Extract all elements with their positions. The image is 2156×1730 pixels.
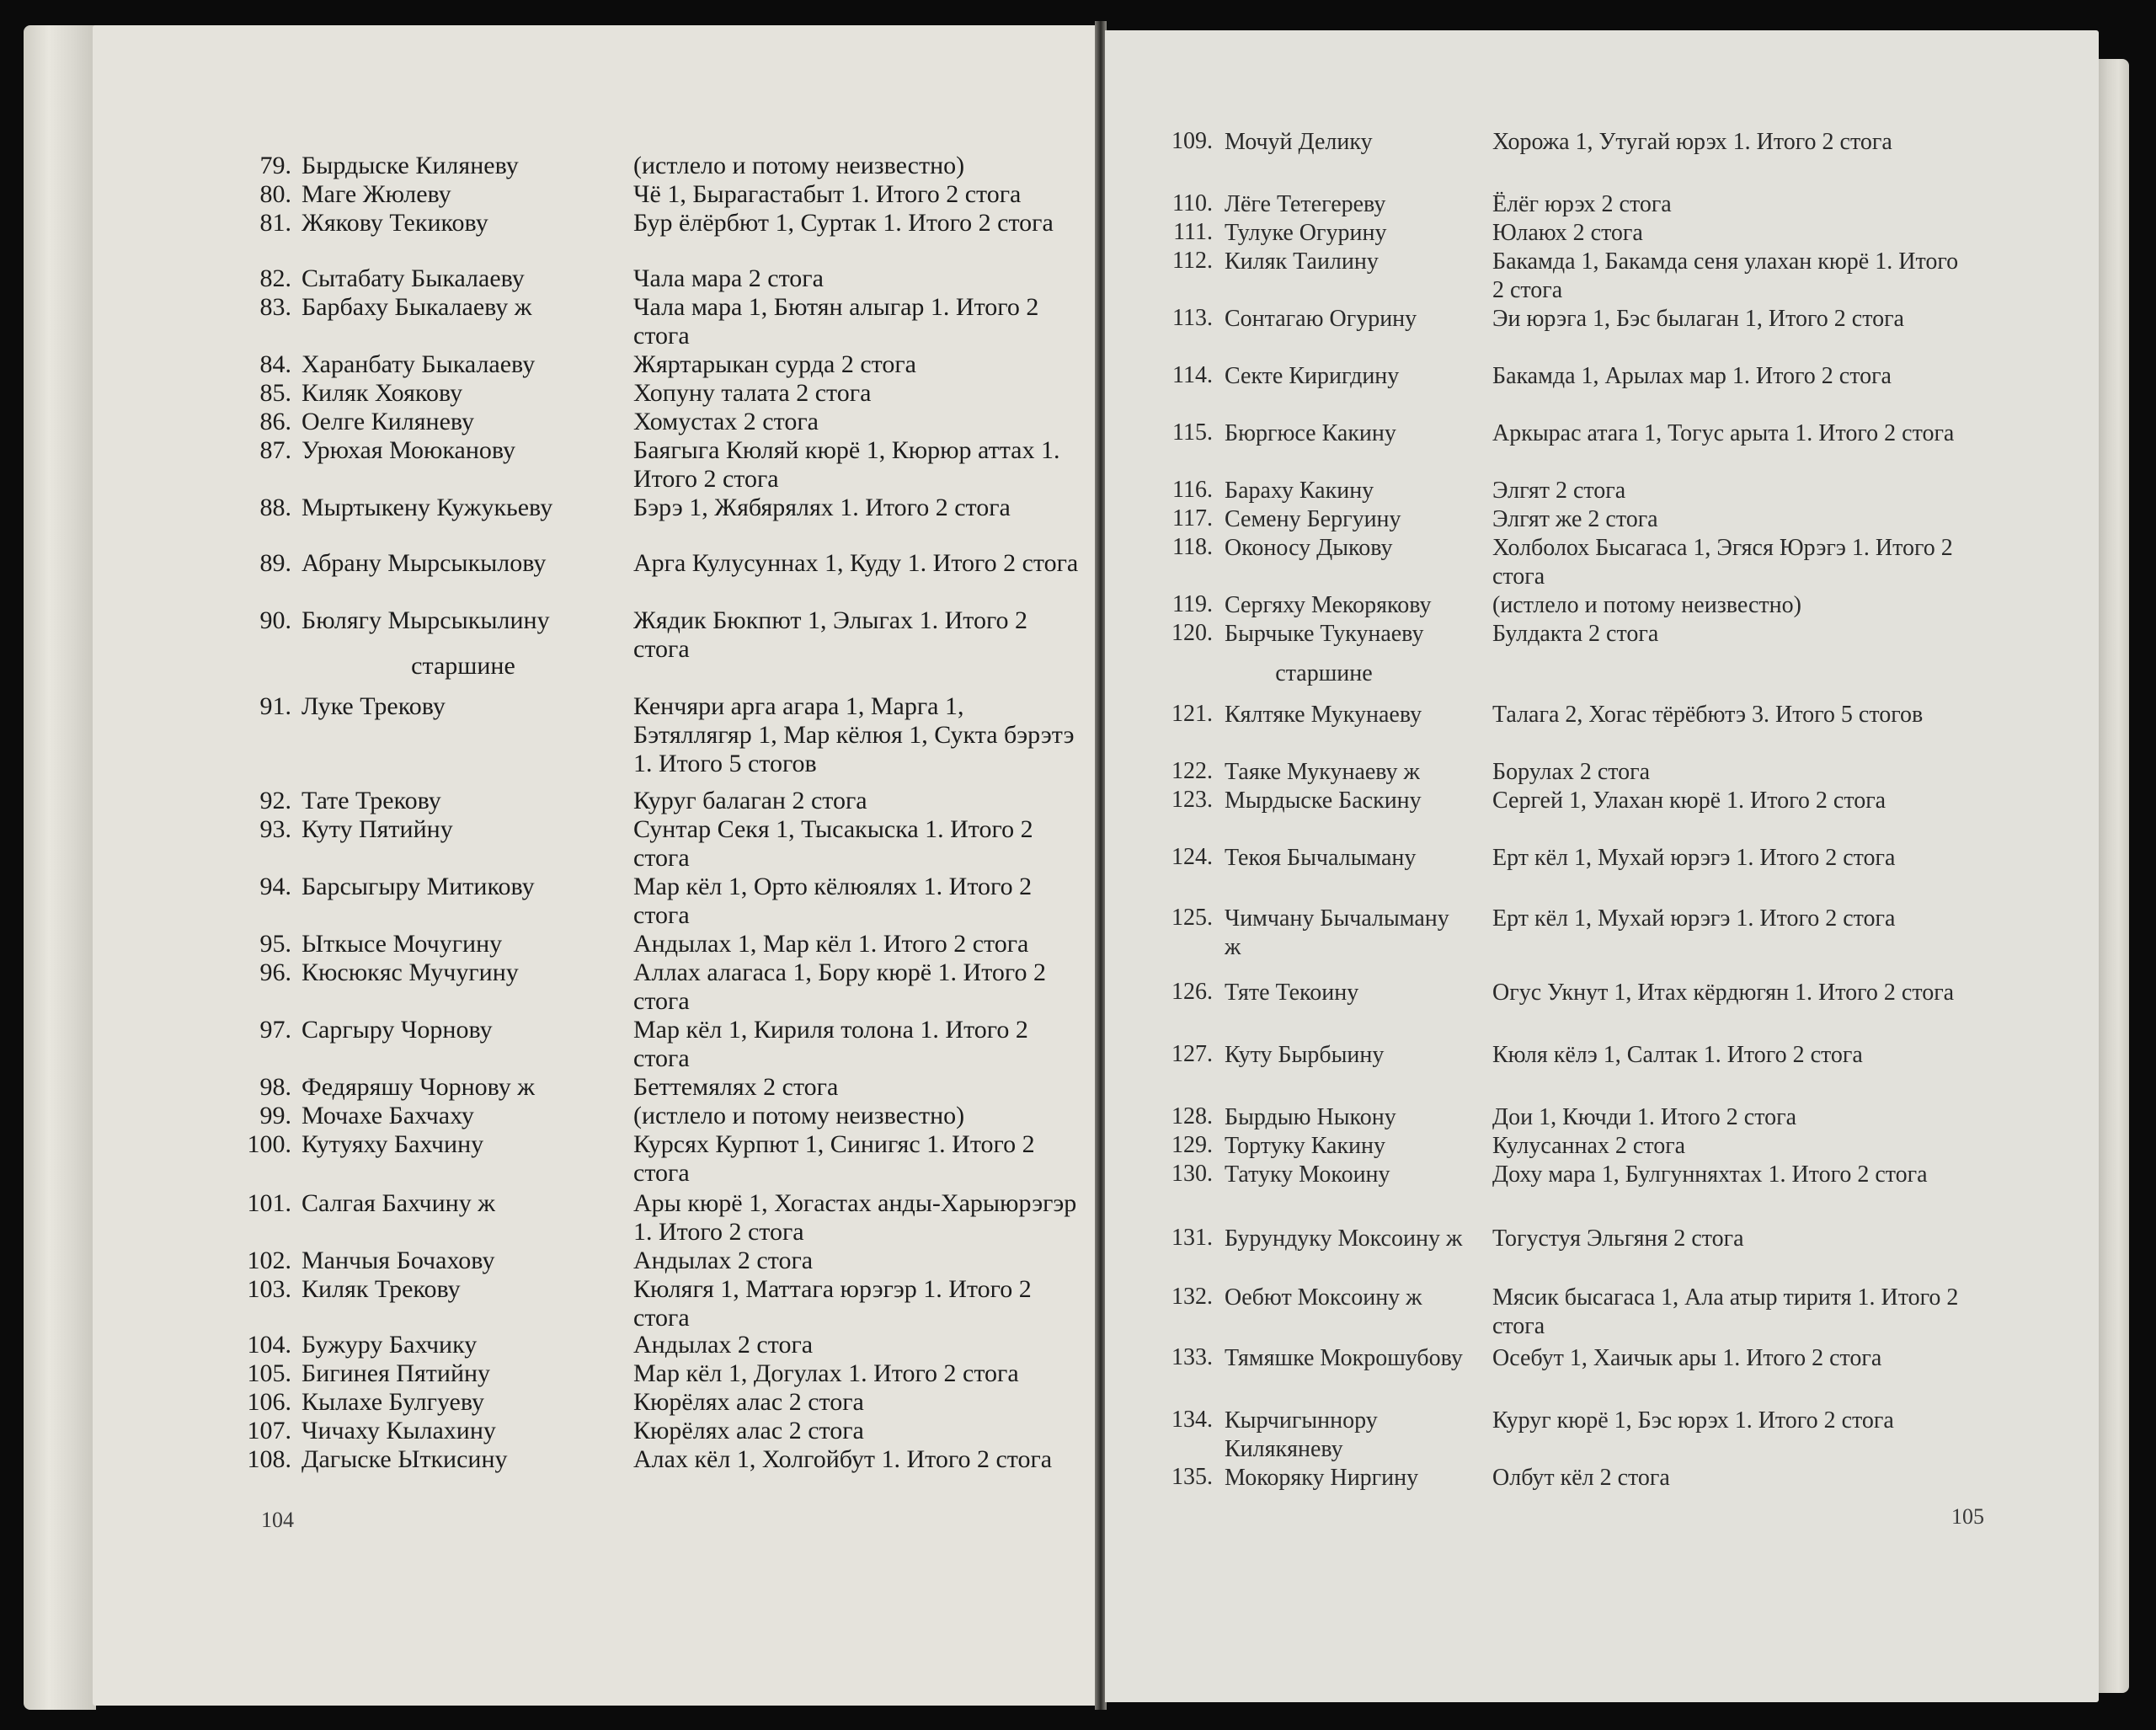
right-page-content (1105, 30, 2099, 1702)
entry-name: Харанбату Быкалаеву (302, 350, 536, 378)
entry-description: Сунтар Секя 1, Тысакыска 1. Итого 2 стога (633, 815, 1033, 872)
entry-name: Бырдыю Ныкону (1225, 1104, 1396, 1130)
entry-number: 110. (1172, 190, 1213, 216)
entry-name: Куту Пятийну (302, 815, 453, 843)
entry-name: Мочуй Делику (1225, 129, 1373, 155)
entry-name: Сонтагаю Огурину (1225, 306, 1417, 332)
entry-number: 99. (259, 1102, 291, 1129)
entry-name: Бигинея Пятийну (302, 1359, 491, 1387)
entry-name: Саргыру Чорнову (302, 1016, 493, 1044)
entry-description: Элгят 2 стога (1492, 478, 1626, 504)
entry-name: Дагыске Ыткисину (302, 1445, 508, 1473)
entry-number: 81. (259, 209, 291, 237)
entry-description: Мясик бысагаса 1, Ала атыр тиритя 1. Итого 2 стога (1492, 1284, 1959, 1339)
entry-description: Бакамда 1, Бакамда сеня улахан кюрё 1. Итого 2 стога (1492, 248, 1959, 303)
entry-number: 93. (259, 815, 291, 843)
entry-description: Беттемялях 2 стога (633, 1073, 839, 1101)
entry-number: 83. (259, 293, 291, 321)
entry-number: 89. (259, 549, 291, 577)
right-page (1105, 30, 2099, 1702)
entry-name: Кылахе Булгуеву (302, 1388, 485, 1416)
entry-number: 126. (1171, 979, 1213, 1005)
entry-name: Тортуку Какину (1225, 1133, 1386, 1159)
entry-description: Арга Кулусуннах 1, Куду 1. Итого 2 стога (633, 549, 1079, 577)
entry-name: Кюсюкяс Мучугину (302, 958, 519, 986)
entry-number: 117. (1172, 505, 1213, 531)
entry-name: Татуку Мокоину (1225, 1161, 1390, 1188)
entry-number: 101. (247, 1189, 291, 1217)
entry-description: Бакамда 1, Арылах мар 1. Итого 2 стога (1492, 363, 1892, 389)
entry-name: Текоя Бычалыману (1225, 845, 1417, 871)
entry-name: Чимчану Бычалыману ж (1225, 905, 1449, 960)
entry-name: Лёге Тетегереву (1225, 191, 1386, 217)
entry-number: 114. (1172, 362, 1213, 388)
entry-number: 128. (1171, 1103, 1213, 1129)
entry-description: Сергей 1, Улахан кюрё 1. Итого 2 стога (1492, 788, 1886, 814)
right-page-number: 105 (1951, 1504, 1984, 1529)
entry-description: Куруг балаган 2 стога (633, 787, 867, 814)
entry-description: Элгят же 2 стога (1492, 506, 1658, 532)
entry-name: Луке Трекову (302, 692, 446, 720)
entry-description: Юлаюх 2 стога (1492, 220, 1643, 246)
entry-number: 132. (1171, 1284, 1213, 1310)
entry-description: Хопуну талата 2 стога (633, 379, 872, 407)
entry-name: Абрану Мырсыкылову (302, 549, 547, 577)
entry-number: 123. (1171, 787, 1213, 813)
entry-name: Мырдыске Баскину (1225, 788, 1422, 814)
entry-number: 105. (247, 1359, 291, 1387)
entry-description: Булдакта 2 стога (1492, 621, 1659, 647)
entry-description: Алах кёл 1, Холгойбут 1. Итого 2 стога (633, 1445, 1053, 1473)
entry-description: Ерт кёл 1, Мухай юрэгэ 1. Итого 2 стога (1492, 905, 1896, 932)
entry-number: 97. (259, 1016, 291, 1044)
entry-name: Оелге Киляневу (302, 408, 475, 435)
entry-number: 129. (1171, 1132, 1213, 1158)
entry-description: Эи юрэга 1, Бэс былаган 1, Итого 2 стога (1492, 306, 1904, 332)
entry-number: 125. (1171, 905, 1213, 931)
entry-name: Оебют Моксоину ж (1225, 1284, 1422, 1311)
entry-description: Кюрёлях алас 2 стога (633, 1388, 864, 1416)
entry-description: Талага 2, Хогас тёрёбютэ 3. Итого 5 стогов (1492, 702, 1924, 728)
entry-name: Бырдыске Киляневу (302, 152, 519, 179)
entry-description: Кюля кёлэ 1, Салтак 1. Итого 2 стога (1492, 1042, 1863, 1068)
entry-name: Кялтяке Мукунаеву (1225, 702, 1422, 728)
entry-description: Кенчяри арга агара 1, Марга 1, Бэтяллягяр 1, Мар кёлюя 1, Сукта бэрэтэ 1. Итого 5 стогов (633, 692, 1075, 777)
entry-name: Бюргюсе Какину (1225, 420, 1396, 446)
entry-number: 124. (1171, 844, 1213, 870)
left-page-number: 104 (261, 1508, 294, 1532)
entry-name: Секте Киригдину (1225, 363, 1400, 389)
entry-description: Мар кёл 1, Кириля толона 1. Итого 2 стога (633, 1016, 1028, 1072)
book-edge-left (24, 25, 96, 1710)
entry-description: Бэрэ 1, Жябярялях 1. Итого 2 стога (633, 494, 1011, 521)
entry-name: Тямяшке Мокрошубову (1225, 1345, 1463, 1371)
entry-description: Кулусаннах 2 стога (1492, 1133, 1686, 1159)
entry-description: Куруг кюрё 1, Бэс юрэх 1. Итого 2 стога (1492, 1407, 1894, 1434)
entry-name: Маге Жюлеву (302, 180, 451, 208)
entry-number: 95. (259, 930, 291, 958)
entry-number: 116. (1172, 477, 1213, 503)
entry-name: Куту Бырбыину (1225, 1042, 1385, 1068)
entry-name: Салгая Бахчину ж (302, 1189, 495, 1217)
entry-number: 100. (247, 1130, 291, 1158)
entry-number: 82. (259, 264, 291, 292)
entry-number: 131. (1171, 1225, 1213, 1251)
entry-name: Тулуке Огурину (1225, 220, 1387, 246)
entry-number: 115. (1172, 419, 1213, 446)
entry-description: Огус Укнут 1, Итах кёрдюгян 1. Итого 2 стога (1492, 980, 1955, 1006)
entry-name: Киляк Хоякову (302, 379, 463, 407)
entry-description: Хорожа 1, Утугай юрэх 1. Итого 2 стога (1492, 129, 1892, 155)
entry-description: Кюрёлях алас 2 стога (633, 1417, 864, 1444)
entry-number: 85. (259, 379, 291, 407)
entry-number: 103. (247, 1275, 291, 1303)
entry-description: Ерт кёл 1, Мухай юрэгэ 1. Итого 2 стога (1492, 845, 1896, 871)
entry-number: 104. (247, 1331, 291, 1359)
entry-number: 87. (259, 436, 291, 464)
entry-description: Осебут 1, Хаичык ары 1. Итого 2 стога (1492, 1345, 1882, 1371)
entry-description: Дои 1, Кючди 1. Итого 2 стога (1492, 1104, 1797, 1130)
entry-name: Мокоряку Ниргину (1225, 1465, 1419, 1491)
entry-description: Жядик Бюкпют 1, Элыгах 1. Итого 2 стога (633, 606, 1028, 663)
entry-description: Доху мара 1, Булгунняхтах 1. Итого 2 стога (1492, 1161, 1928, 1188)
entry-description: Холболох Бысагаса 1, Эгяся Юрэгэ 1. Итого 2 стога (1492, 535, 1953, 590)
entry-description: Аркырас атага 1, Тогус арыта 1. Итого 2 стога (1492, 420, 1955, 446)
entry-name: Бурундуку Моксоину ж (1225, 1225, 1463, 1252)
entry-name: Тяте Текоину (1225, 980, 1359, 1006)
entry-description: Тогустуя Эльгяня 2 стога (1492, 1225, 1744, 1252)
entry-number: 127. (1171, 1041, 1213, 1067)
entry-name: Кырчигыннору Килякяневу (1225, 1407, 1378, 1462)
entry-description: Мар кёл 1, Орто кёлюялях 1. Итого 2 стога (633, 873, 1033, 929)
entry-number: 118. (1172, 534, 1213, 560)
entry-number: 135. (1171, 1464, 1213, 1490)
entry-name: Кутуяху Бахчину (302, 1130, 484, 1158)
entry-name: Барсыгыру Митикову (302, 873, 535, 900)
entry-name: Федяряшу Чорнову ж (302, 1073, 536, 1101)
entry-number: 98. (259, 1073, 291, 1101)
entry-number: 88. (259, 494, 291, 521)
entry-description: Ёлёг юрэх 2 стога (1492, 191, 1672, 217)
section-heading: старшине (1275, 660, 1373, 686)
entry-name: Ыткысе Мочугину (302, 930, 503, 958)
entry-name: Оконосу Дыкову (1225, 535, 1393, 561)
entry-name: Мыртыкену Кужукьеву (302, 494, 553, 521)
entry-number: 106. (247, 1388, 291, 1416)
entry-description: Андылах 2 стога (633, 1247, 814, 1274)
entry-description: (истлело и потому неизвестно) (633, 152, 965, 179)
entry-description: Аллах алагаса 1, Бору кюрё 1. Итого 2 стога (633, 958, 1046, 1015)
entry-description: (истлело и потому неизвестно) (1492, 592, 1801, 618)
entry-number: 102. (247, 1247, 291, 1274)
entry-number: 86. (259, 408, 291, 435)
entry-number: 121. (1171, 701, 1213, 727)
entry-number: 96. (259, 958, 291, 986)
entry-number: 79. (259, 152, 291, 179)
entry-name: Бырчыке Тукунаеву (1225, 621, 1424, 647)
entry-number: 109. (1171, 128, 1213, 154)
entry-description: Хомустах 2 стога (633, 408, 819, 435)
entry-name: Киляк Таилину (1225, 248, 1379, 275)
entry-number: 113. (1172, 305, 1213, 331)
entry-number: 90. (259, 606, 291, 634)
entry-description: (истлело и потому неизвестно) (633, 1102, 965, 1129)
entry-description: Ары кюрё 1, Хогастах анды-Харыюрэгэр 1. Итого 2 стога (633, 1189, 1077, 1246)
entry-number: 108. (247, 1445, 291, 1473)
entry-description: Баягыга Кюляй кюрё 1, Кюрюр аттах 1. Итого 2 стога (633, 436, 1060, 493)
left-page-content (93, 25, 1095, 1706)
entry-number: 119. (1172, 591, 1213, 617)
entry-name: Жякову Текикову (302, 209, 488, 237)
entry-number: 91. (259, 692, 291, 720)
entry-description: Чё 1, Бырагастабыт 1. Итого 2 стога (633, 180, 1022, 208)
entry-description: Жяртарыкан сурда 2 стога (633, 350, 916, 378)
book-edge-right (2094, 59, 2129, 1693)
entry-description: Андылах 1, Мар кёл 1. Итого 2 стога (633, 930, 1029, 958)
entry-number: 107. (247, 1417, 291, 1444)
entry-number: 111. (1173, 219, 1213, 245)
entry-description: Мар кёл 1, Догулах 1. Итого 2 стога (633, 1359, 1019, 1387)
entry-description: Кюлягя 1, Маттага юрэгэр 1. Итого 2 стога (633, 1275, 1032, 1332)
entry-name: Мочахе Бахчаху (302, 1102, 474, 1129)
left-page (93, 25, 1095, 1706)
entry-description: Курсях Курпют 1, Синигяс 1. Итого 2 стога (633, 1130, 1035, 1187)
entry-number: 134. (1171, 1407, 1213, 1433)
entry-number: 94. (259, 873, 291, 900)
entry-number: 112. (1172, 248, 1213, 274)
entry-name: Бюлягу Мырсыкылину (302, 606, 550, 634)
entry-name: Тате Трекову (302, 787, 441, 814)
section-heading: старшине (411, 652, 515, 680)
entry-name: Чичаху Кылахину (302, 1417, 496, 1444)
entry-name: Манчыя Бочахову (302, 1247, 495, 1274)
entry-number: 120. (1171, 620, 1213, 646)
entry-name: Таяке Мукунаеву ж (1225, 759, 1420, 785)
entry-name: Бараху Какину (1225, 478, 1374, 504)
entry-name: Урюхая Моюканову (302, 436, 516, 464)
entry-number: 122. (1171, 758, 1213, 784)
entry-description: Чала мара 1, Бютян алыгар 1. Итого 2 стога (633, 293, 1039, 350)
entry-description: Борулах 2 стога (1492, 759, 1651, 785)
entry-description: Чала мара 2 стога (633, 264, 824, 292)
entry-description: Олбут кёл 2 стога (1492, 1465, 1670, 1491)
entry-number: 130. (1171, 1161, 1213, 1187)
entry-name: Барбаху Быкалаеву ж (302, 293, 532, 321)
entry-description: Андылах 2 стога (633, 1331, 814, 1359)
entry-name: Бужуру Бахчику (302, 1331, 478, 1359)
entry-number: 84. (259, 350, 291, 378)
entry-name: Семену Бергуину (1225, 506, 1401, 532)
entry-description: Бур ёлёрбют 1, Суртак 1. Итого 2 стога (633, 209, 1054, 237)
entry-name: Сергяху Мекорякову (1225, 592, 1432, 618)
entry-name: Киляк Трекову (302, 1275, 461, 1303)
entry-name: Сытабату Быкалаеву (302, 264, 525, 292)
entry-number: 80. (259, 180, 291, 208)
entry-number: 133. (1171, 1344, 1213, 1370)
entry-number: 92. (259, 787, 291, 814)
